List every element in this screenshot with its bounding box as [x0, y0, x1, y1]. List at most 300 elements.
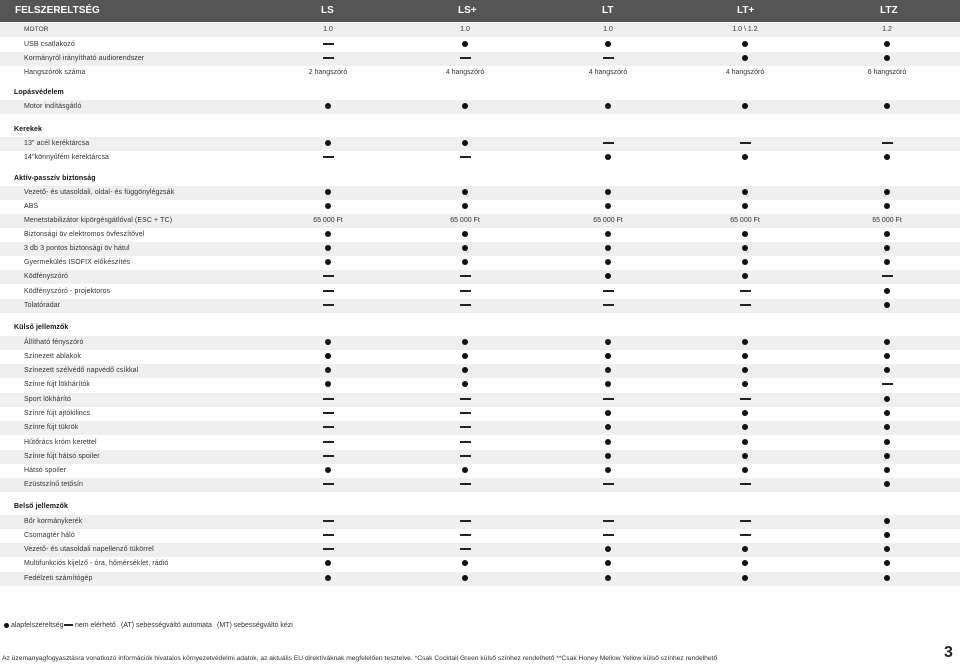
dash-icon — [603, 534, 614, 535]
section-row — [0, 172, 960, 186]
standard-cell — [425, 364, 505, 378]
standard-cell — [705, 151, 785, 165]
filled-dot-icon — [325, 231, 331, 237]
legend-not-available-label: nem elérhető — [74, 622, 116, 629]
not-available-cell — [425, 393, 505, 407]
not-available-cell — [288, 285, 368, 299]
value-cell: 1.0 — [323, 26, 333, 33]
table-row — [0, 285, 960, 299]
table-row — [0, 256, 960, 270]
filled-dot-icon — [605, 560, 611, 566]
table-row — [0, 52, 960, 66]
column-header-ls-plus: LS+ — [458, 5, 477, 16]
value-cell: 65 000 Ft — [593, 217, 623, 224]
dash-icon — [603, 398, 614, 399]
page-number: 3 — [944, 644, 953, 661]
standard-cell — [568, 364, 648, 378]
dash-icon — [460, 156, 471, 157]
section-heading: Kerekek — [14, 126, 42, 133]
filled-dot-icon — [605, 154, 611, 160]
filled-dot-icon — [884, 546, 890, 552]
standard-cell — [568, 421, 648, 435]
not-available-cell — [425, 270, 505, 284]
table-row — [0, 421, 960, 435]
standard-cell — [847, 242, 927, 256]
row-label: 3 db 3 pontos biztonsági öv hátul — [24, 245, 130, 252]
table-row — [0, 270, 960, 284]
not-available-cell — [705, 285, 785, 299]
row-label: Menetstabilizátor kipörgésgátlóval (ESC + TC) — [24, 217, 173, 224]
dash-icon — [603, 290, 614, 291]
legend-manual: (MT) sebességváltó kézi — [217, 622, 293, 629]
row-label: Vezető- és utasoldali napellenző tükörrel — [24, 546, 154, 553]
dash-icon — [740, 534, 751, 535]
section-heading: Lopásvédelem — [14, 89, 64, 96]
filled-dot-icon — [605, 259, 611, 265]
filled-dot-icon — [325, 467, 331, 473]
filled-dot-icon — [884, 231, 890, 237]
standard-cell — [847, 364, 927, 378]
dash-icon — [460, 398, 471, 399]
standard-cell — [847, 151, 927, 165]
filled-dot-icon — [884, 55, 890, 61]
standard-cell — [288, 242, 368, 256]
row-label: Hangszórók száma — [24, 69, 86, 76]
standard-cell — [847, 38, 927, 52]
row-label: Állítható fényszóró — [24, 339, 84, 346]
row-label: Színezett szélvédő napvédő csíkkal — [24, 367, 139, 374]
filled-dot-icon — [884, 41, 890, 47]
standard-cell — [847, 572, 927, 586]
filled-dot-icon — [325, 203, 331, 209]
value-cell: 4 hangszóró — [588, 69, 628, 76]
standard-cell — [288, 200, 368, 214]
standard-cell — [568, 186, 648, 200]
table-row — [0, 151, 960, 165]
filled-dot-icon — [325, 339, 331, 345]
not-available-cell — [425, 450, 505, 464]
table-row — [0, 137, 960, 151]
standard-cell — [705, 186, 785, 200]
row-label: Bőr kormánykerék — [24, 518, 83, 525]
standard-cell — [568, 100, 648, 114]
table-row — [0, 299, 960, 313]
standard-cell — [847, 186, 927, 200]
standard-cell — [568, 256, 648, 270]
table-row — [0, 557, 960, 571]
section-heading: Belső jellemzők — [14, 503, 69, 510]
standard-cell — [425, 572, 505, 586]
not-available-cell — [288, 407, 368, 421]
filled-dot-icon — [325, 367, 331, 373]
filled-dot-icon — [742, 103, 748, 109]
not-available-cell — [288, 436, 368, 450]
row-label: Színre fújt hátsó spoiler — [24, 453, 100, 460]
table-row — [0, 336, 960, 350]
standard-cell — [568, 242, 648, 256]
table-row — [0, 378, 960, 392]
row-label: Gyermekülés ISOFIX előkészítés — [24, 259, 131, 266]
filled-dot-icon — [884, 339, 890, 345]
not-available-cell — [705, 529, 785, 543]
not-available-cell — [705, 515, 785, 529]
filled-dot-icon — [742, 381, 748, 387]
row-label: Csomagtér háló — [24, 532, 75, 539]
dash-icon — [323, 441, 334, 442]
standard-cell — [705, 242, 785, 256]
filled-dot-icon — [742, 339, 748, 345]
section-row — [0, 86, 960, 100]
filled-dot-icon — [325, 189, 331, 195]
standard-cell — [425, 256, 505, 270]
filled-dot-icon — [884, 302, 890, 308]
filled-dot-icon — [742, 189, 748, 195]
filled-dot-icon — [325, 259, 331, 265]
filled-dot-icon — [605, 367, 611, 373]
standard-cell — [568, 336, 648, 350]
standard-cell — [568, 543, 648, 557]
column-header-ltz: LTZ — [880, 5, 898, 16]
dash-icon — [323, 290, 334, 291]
standard-cell — [705, 336, 785, 350]
column-header-lt-plus: LT+ — [737, 5, 755, 16]
filled-dot-icon — [742, 467, 748, 473]
not-available-cell — [288, 543, 368, 557]
table-row — [0, 543, 960, 557]
filled-dot-icon — [605, 439, 611, 445]
filled-dot-icon — [884, 396, 890, 402]
section-heading: Külső jellemzők — [14, 324, 69, 331]
table-row — [0, 515, 960, 529]
dash-icon — [460, 548, 471, 549]
standard-cell — [705, 350, 785, 364]
dash-icon — [323, 43, 334, 44]
not-available-cell — [288, 38, 368, 52]
dash-icon — [460, 426, 471, 427]
standard-cell — [847, 543, 927, 557]
dash-icon — [323, 412, 334, 413]
standard-cell — [705, 557, 785, 571]
standard-cell — [288, 557, 368, 571]
table-row — [0, 464, 960, 478]
filled-dot-icon — [605, 339, 611, 345]
filled-dot-icon — [325, 245, 331, 251]
filled-dot-icon — [605, 546, 611, 552]
standard-cell — [847, 200, 927, 214]
value-cell: 1.2 — [882, 26, 892, 33]
table-row — [0, 478, 960, 492]
not-available-cell — [288, 421, 368, 435]
filled-dot-icon — [462, 367, 468, 373]
value-cell: 65 000 Ft — [730, 217, 760, 224]
filled-dot-icon — [605, 410, 611, 416]
standard-cell — [705, 228, 785, 242]
standard-cell — [288, 572, 368, 586]
filled-dot-icon — [325, 353, 331, 359]
row-label: Ezüstszínű tetősín — [24, 481, 83, 488]
not-available-cell — [568, 299, 648, 313]
filled-dot-icon — [325, 103, 331, 109]
not-available-cell — [847, 270, 927, 284]
standard-cell — [288, 228, 368, 242]
standard-cell — [847, 464, 927, 478]
value-cell: 4 hangszóró — [445, 69, 485, 76]
filled-dot-icon — [884, 259, 890, 265]
filled-dot-icon — [884, 353, 890, 359]
filled-dot-icon — [742, 55, 748, 61]
not-available-cell — [425, 515, 505, 529]
filled-dot-icon — [884, 575, 890, 581]
not-available-cell — [425, 299, 505, 313]
not-available-cell — [705, 393, 785, 407]
standard-cell — [847, 285, 927, 299]
dash-icon — [460, 441, 471, 442]
filled-dot-icon — [742, 259, 748, 265]
dash-icon — [603, 142, 614, 143]
row-label: Színezett ablakok — [24, 353, 81, 360]
not-available-cell — [288, 450, 368, 464]
filled-dot-icon — [884, 532, 890, 538]
dash-icon — [460, 455, 471, 456]
dash-icon — [323, 426, 334, 427]
standard-cell — [425, 200, 505, 214]
filled-dot-icon — [462, 203, 468, 209]
footnote: Az üzemanyagfogyasztásra vonatkozó információk hivatalos környezetvédelmi adatok, az aktuális EU direktíváknak megfelelően tesztelve. *Csak Cocktail Green külső színhez rendelhető **Csak Honey Mellow Yellow külső színhez rendelhető — [2, 655, 718, 662]
table-header — [0, 0, 960, 22]
dash-icon — [323, 57, 334, 58]
filled-dot-icon — [605, 203, 611, 209]
row-label: Multifunkciós kijelző - óra, hőmérséklet, rádió — [24, 560, 169, 567]
row-label: Hűtőrács króm kerettel — [24, 439, 97, 446]
filled-dot-icon — [884, 288, 890, 294]
standard-cell — [568, 557, 648, 571]
standard-cell — [847, 436, 927, 450]
filled-dot-icon — [462, 575, 468, 581]
filled-dot-icon — [742, 353, 748, 359]
not-available-cell — [568, 393, 648, 407]
standard-cell — [705, 450, 785, 464]
standard-cell — [425, 336, 505, 350]
standard-cell — [705, 100, 785, 114]
dash-icon — [460, 57, 471, 58]
standard-cell — [847, 421, 927, 435]
standard-cell — [847, 478, 927, 492]
dash-icon — [323, 304, 334, 305]
not-available-cell — [288, 529, 368, 543]
dash-icon — [64, 624, 73, 625]
dash-icon — [603, 57, 614, 58]
filled-dot-icon — [462, 189, 468, 195]
standard-cell — [568, 572, 648, 586]
filled-dot-icon — [742, 453, 748, 459]
dash-icon — [740, 520, 751, 521]
standard-cell — [568, 378, 648, 392]
row-label: Ködfényszóró — [24, 273, 69, 280]
filled-dot-icon — [884, 518, 890, 524]
not-available-cell — [425, 151, 505, 165]
dash-icon — [740, 290, 751, 291]
not-available-cell — [288, 299, 368, 313]
row-label: Tolatóradar — [24, 302, 61, 309]
section-row — [0, 123, 960, 137]
dash-icon — [323, 275, 334, 276]
row-label: Biztonsági öv elektromos övfeszítővel — [24, 231, 145, 238]
filled-dot-icon — [605, 41, 611, 47]
table-row — [0, 214, 960, 228]
dash-icon — [603, 304, 614, 305]
filled-dot-icon — [742, 575, 748, 581]
column-header-ls: LS — [321, 5, 334, 16]
row-label: Vezető- és utasoldali, oldal- és függönylégzsák — [24, 189, 175, 196]
dash-icon — [740, 304, 751, 305]
section-heading: Aktív-passzív biztonság — [14, 175, 96, 182]
row-label: Motor indításgátló — [24, 103, 82, 110]
filled-dot-icon — [605, 245, 611, 251]
standard-cell — [568, 38, 648, 52]
not-available-cell — [568, 285, 648, 299]
table-row — [0, 529, 960, 543]
row-label: Hátsó spoiler — [24, 467, 67, 474]
standard-cell — [288, 364, 368, 378]
filled-dot-icon — [742, 546, 748, 552]
row-label: 14"könnyűfém keréktárcsa — [24, 154, 110, 161]
standard-cell — [705, 407, 785, 421]
filled-dot-icon — [742, 410, 748, 416]
dash-icon — [323, 483, 334, 484]
not-available-cell — [425, 436, 505, 450]
table-row — [0, 572, 960, 586]
filled-dot-icon — [884, 367, 890, 373]
dash-icon — [740, 483, 751, 484]
standard-cell — [705, 200, 785, 214]
filled-dot-icon — [605, 467, 611, 473]
standard-cell — [847, 515, 927, 529]
row-label: MOTOR — [24, 26, 49, 33]
dash-icon — [882, 275, 893, 276]
filled-dot-icon — [884, 467, 890, 473]
filled-dot-icon — [605, 424, 611, 430]
row-label: ABS — [24, 203, 39, 210]
standard-cell — [288, 464, 368, 478]
standard-cell — [847, 228, 927, 242]
dash-icon — [460, 304, 471, 305]
dash-icon — [323, 156, 334, 157]
standard-cell — [705, 464, 785, 478]
row-label: Színre fújt ajtókilincs — [24, 410, 91, 417]
dash-icon — [323, 455, 334, 456]
table-row — [0, 228, 960, 242]
filled-dot-icon — [884, 245, 890, 251]
not-available-cell — [568, 137, 648, 151]
standard-cell — [425, 186, 505, 200]
dash-icon — [323, 520, 334, 521]
not-available-cell — [288, 478, 368, 492]
table-row — [0, 364, 960, 378]
legend-not-available — [64, 621, 116, 631]
standard-cell — [425, 100, 505, 114]
not-available-cell — [705, 137, 785, 151]
filled-dot-icon — [325, 381, 331, 387]
not-available-cell — [288, 393, 368, 407]
table-row — [0, 23, 960, 37]
filled-dot-icon — [742, 231, 748, 237]
standard-cell — [425, 38, 505, 52]
dash-icon — [882, 142, 893, 143]
standard-cell — [425, 137, 505, 151]
dash-icon — [460, 275, 471, 276]
dash-icon — [603, 483, 614, 484]
filled-dot-icon — [884, 203, 890, 209]
not-available-cell — [425, 478, 505, 492]
not-available-cell — [425, 543, 505, 557]
standard-cell — [847, 256, 927, 270]
table-row — [0, 100, 960, 114]
legend-automatic: (AT) sebességváltó automata — [121, 622, 212, 629]
legend-standard-label: alapfelszereltség — [10, 622, 64, 629]
not-available-cell — [568, 52, 648, 66]
dash-icon — [460, 520, 471, 521]
row-label: 13" acél keréktárcsa — [24, 140, 90, 147]
standard-cell — [847, 299, 927, 313]
filled-dot-icon — [605, 273, 611, 279]
standard-cell — [568, 350, 648, 364]
dash-icon — [460, 534, 471, 535]
dash-icon — [323, 548, 334, 549]
filled-dot-icon — [742, 367, 748, 373]
standard-cell — [847, 336, 927, 350]
filled-dot-icon — [742, 245, 748, 251]
standard-cell — [568, 151, 648, 165]
not-available-cell — [705, 299, 785, 313]
table-row — [0, 350, 960, 364]
value-cell: 65 000 Ft — [313, 217, 343, 224]
dash-icon — [323, 398, 334, 399]
filled-dot-icon — [462, 103, 468, 109]
standard-cell — [288, 378, 368, 392]
filled-dot-icon — [884, 481, 890, 487]
value-cell: 65 000 Ft — [872, 217, 902, 224]
standard-cell — [288, 100, 368, 114]
filled-dot-icon — [884, 424, 890, 430]
standard-cell — [705, 364, 785, 378]
dash-icon — [323, 534, 334, 535]
filled-dot-icon — [462, 560, 468, 566]
filled-dot-icon — [884, 189, 890, 195]
dash-icon — [460, 290, 471, 291]
table-row — [0, 186, 960, 200]
filled-dot-icon — [462, 140, 468, 146]
not-available-cell — [288, 270, 368, 284]
standard-cell — [288, 137, 368, 151]
not-available-cell — [288, 151, 368, 165]
dash-icon — [882, 383, 893, 384]
table-row — [0, 407, 960, 421]
standard-cell — [568, 228, 648, 242]
filled-dot-icon — [462, 231, 468, 237]
section-row — [0, 321, 960, 335]
filled-dot-icon — [605, 231, 611, 237]
filled-dot-icon — [462, 339, 468, 345]
not-available-cell — [425, 529, 505, 543]
table-row — [0, 436, 960, 450]
standard-cell — [705, 256, 785, 270]
filled-dot-icon — [742, 424, 748, 430]
standard-cell — [568, 450, 648, 464]
standard-cell — [425, 557, 505, 571]
standard-cell — [425, 378, 505, 392]
filled-dot-icon — [462, 467, 468, 473]
standard-cell — [288, 256, 368, 270]
